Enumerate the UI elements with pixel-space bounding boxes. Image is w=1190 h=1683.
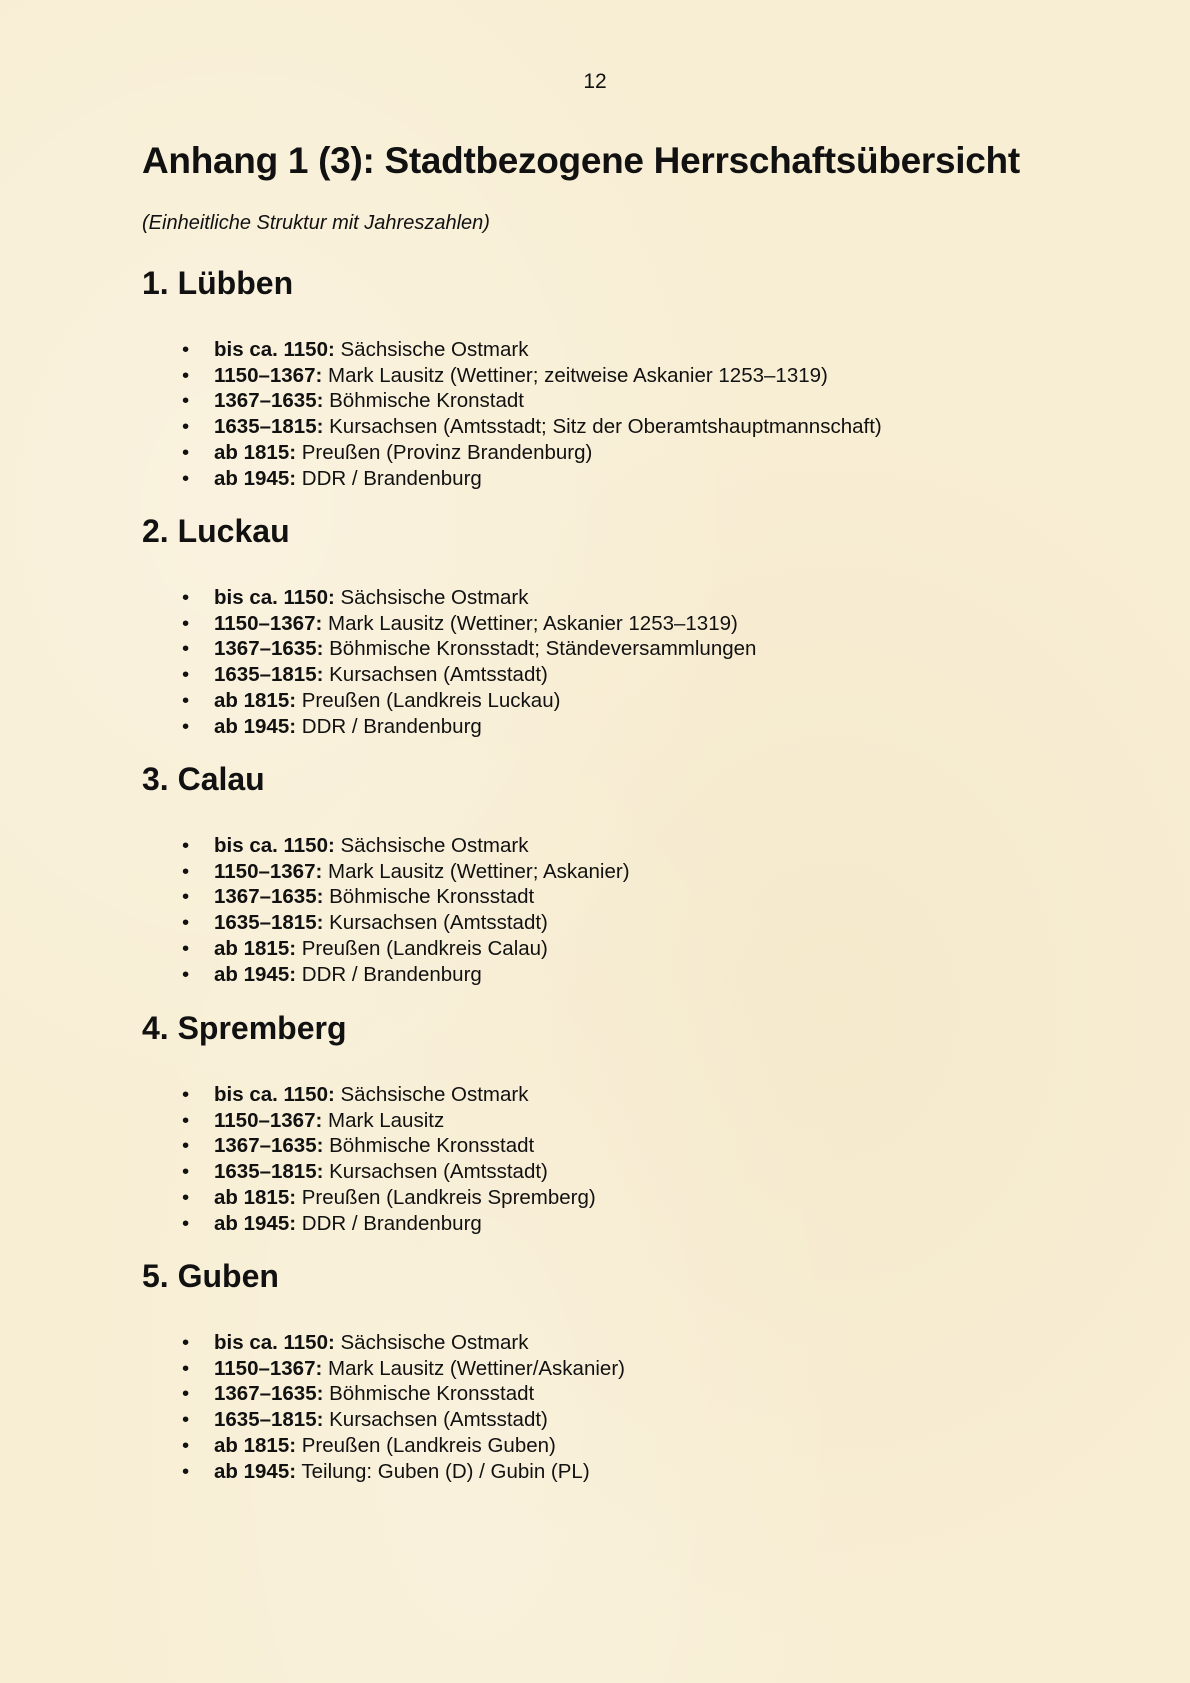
ruler-text: Böhmische Kronsstadt; Ständeversammlungen bbox=[323, 637, 757, 661]
bullet-icon: • bbox=[182, 1160, 190, 1184]
period-label: ab 1815: bbox=[214, 440, 297, 464]
list-item bbox=[142, 936, 630, 962]
list-item bbox=[142, 414, 882, 440]
timeline-list bbox=[142, 833, 630, 987]
bullet-icon: • bbox=[182, 1382, 190, 1406]
ruler-text: Sächsische Ostmark bbox=[334, 834, 529, 857]
section-heading: 2. Luckau bbox=[142, 513, 290, 549]
ruler-text: Mark Lausitz (Wettiner/Askanier) bbox=[322, 1356, 625, 1380]
bullet-icon: • bbox=[182, 688, 190, 712]
ruler-text: DDR / Brandenburg bbox=[296, 962, 482, 986]
period-label: 1367–1635: bbox=[214, 885, 324, 909]
bullet-icon: • bbox=[182, 1185, 190, 1209]
list-item bbox=[142, 585, 756, 611]
ruler-text: Kursachsen (Amtsstadt) bbox=[323, 911, 548, 935]
bullet-icon: • bbox=[182, 859, 190, 883]
list-item bbox=[142, 962, 630, 988]
bullet-icon: • bbox=[182, 663, 190, 687]
period-label: 1150–1367: bbox=[214, 363, 323, 387]
ruler-text: Böhmische Kronsstadt bbox=[323, 885, 535, 909]
timeline-list bbox=[142, 337, 882, 491]
period-label: ab 1945: bbox=[214, 714, 297, 738]
list-item bbox=[142, 884, 630, 910]
period-label: ab 1815: bbox=[214, 688, 297, 712]
ruler-text: Mark Lausitz (Wettiner; Askanier 1253–1319) bbox=[322, 611, 738, 635]
period-label: ab 1815: bbox=[214, 1433, 297, 1457]
ruler-text: Kursachsen (Amtsstadt) bbox=[323, 1408, 548, 1432]
ruler-text: Kursachsen (Amtsstadt) bbox=[323, 663, 548, 687]
section-1 bbox=[142, 265, 882, 491]
period-label: 1367–1635: bbox=[214, 389, 324, 413]
list-item bbox=[142, 466, 882, 492]
period-label: bis ca. 1150: bbox=[214, 1331, 335, 1354]
bullet-icon: • bbox=[182, 1211, 190, 1235]
bullet-icon: • bbox=[182, 1408, 190, 1432]
ruler-text: Preußen (Provinz Brandenburg) bbox=[296, 440, 593, 464]
bullet-icon: • bbox=[182, 466, 190, 490]
ruler-text: Preußen (Landkreis Spremberg) bbox=[296, 1185, 596, 1209]
ruler-text: Sächsische Ostmark bbox=[334, 1331, 529, 1354]
period-label: 1635–1815: bbox=[214, 911, 324, 935]
subtitle: (Einheitliche Struktur mit Jahreszahlen) bbox=[142, 212, 490, 234]
period-label: bis ca. 1150: bbox=[214, 834, 335, 857]
bullet-icon: • bbox=[182, 1108, 190, 1132]
ruler-text: Mark Lausitz (Wettiner; Askanier) bbox=[322, 859, 630, 883]
bullet-icon: • bbox=[182, 637, 190, 661]
list-item bbox=[142, 1133, 596, 1159]
list-item bbox=[142, 1433, 625, 1459]
period-label: 1635–1815: bbox=[214, 415, 324, 439]
list-item bbox=[142, 859, 630, 885]
bullet-icon: • bbox=[182, 1331, 190, 1354]
ruler-text: Mark Lausitz bbox=[322, 1108, 445, 1132]
list-item bbox=[142, 1407, 625, 1433]
bullet-icon: • bbox=[182, 440, 190, 464]
bullet-icon: • bbox=[182, 389, 190, 413]
bullet-icon: • bbox=[182, 911, 190, 935]
ruler-text: DDR / Brandenburg bbox=[296, 466, 482, 490]
ruler-text: DDR / Brandenburg bbox=[296, 714, 482, 738]
period-label: ab 1945: bbox=[214, 1211, 297, 1235]
page-title: Anhang 1 (3): Stadtbezogene Herrschaftsübersicht bbox=[142, 140, 1020, 181]
list-item bbox=[142, 363, 882, 389]
bullet-icon: • bbox=[182, 363, 190, 387]
period-label: ab 1815: bbox=[214, 936, 297, 960]
list-item bbox=[142, 833, 630, 859]
period-label: bis ca. 1150: bbox=[214, 1083, 335, 1106]
ruler-text: Böhmische Kronstadt bbox=[323, 389, 524, 413]
section-2 bbox=[142, 513, 756, 739]
period-label: 1150–1367: bbox=[214, 859, 323, 883]
list-item bbox=[142, 1159, 596, 1185]
list-item bbox=[142, 636, 756, 662]
timeline-list bbox=[142, 585, 756, 739]
period-label: 1367–1635: bbox=[214, 1134, 324, 1158]
ruler-text: Preußen (Landkreis Calau) bbox=[296, 936, 548, 960]
bullet-icon: • bbox=[182, 415, 190, 439]
ruler-text: Böhmische Kronsstadt bbox=[323, 1382, 535, 1406]
list-item bbox=[142, 611, 756, 637]
period-label: ab 1815: bbox=[214, 1185, 297, 1209]
timeline-list bbox=[142, 1330, 625, 1484]
period-label: 1635–1815: bbox=[214, 663, 324, 687]
ruler-text: Kursachsen (Amtsstadt) bbox=[323, 1160, 548, 1184]
ruler-text: Teilung: Guben (D) / Gubin (PL) bbox=[296, 1459, 590, 1483]
period-label: 1635–1815: bbox=[214, 1408, 324, 1432]
bullet-icon: • bbox=[182, 962, 190, 986]
list-item bbox=[142, 1185, 596, 1211]
period-label: 1150–1367: bbox=[214, 1108, 323, 1132]
list-item bbox=[142, 910, 630, 936]
period-label: 1150–1367: bbox=[214, 611, 323, 635]
list-item bbox=[142, 1330, 625, 1356]
list-item bbox=[142, 1381, 625, 1407]
ruler-text: Preußen (Landkreis Guben) bbox=[296, 1433, 556, 1457]
section-heading: 5. Guben bbox=[142, 1258, 279, 1294]
timeline-list bbox=[142, 1082, 596, 1236]
bullet-icon: • bbox=[182, 338, 190, 361]
bullet-icon: • bbox=[182, 1083, 190, 1106]
list-item bbox=[142, 1211, 596, 1237]
ruler-text: Mark Lausitz (Wettiner; zeitweise Askanier 1253–1319) bbox=[322, 363, 828, 387]
list-item bbox=[142, 662, 756, 688]
ruler-text: Böhmische Kronsstadt bbox=[323, 1134, 535, 1158]
bullet-icon: • bbox=[182, 936, 190, 960]
list-item bbox=[142, 388, 882, 414]
bullet-icon: • bbox=[182, 834, 190, 857]
section-5 bbox=[142, 1258, 625, 1484]
ruler-text: Sächsische Ostmark bbox=[334, 338, 529, 361]
period-label: 1635–1815: bbox=[214, 1160, 324, 1184]
period-label: ab 1945: bbox=[214, 962, 297, 986]
list-item bbox=[142, 1356, 625, 1382]
bullet-icon: • bbox=[182, 1433, 190, 1457]
list-item bbox=[142, 1082, 596, 1108]
section-heading: 4. Spremberg bbox=[142, 1010, 347, 1046]
ruler-text: Sächsische Ostmark bbox=[334, 1083, 529, 1106]
section-3 bbox=[142, 761, 630, 987]
list-item bbox=[142, 337, 882, 363]
bullet-icon: • bbox=[182, 885, 190, 909]
bullet-icon: • bbox=[182, 611, 190, 635]
bullet-icon: • bbox=[182, 586, 190, 609]
period-label: ab 1945: bbox=[214, 1459, 297, 1483]
bullet-icon: • bbox=[182, 1356, 190, 1380]
period-label: ab 1945: bbox=[214, 466, 297, 490]
list-item bbox=[142, 714, 756, 740]
ruler-text: Preußen (Landkreis Luckau) bbox=[296, 688, 561, 712]
ruler-text: Kursachsen (Amtsstadt; Sitz der Oberamtshauptmannschaft) bbox=[323, 415, 882, 439]
bullet-icon: • bbox=[182, 1459, 190, 1483]
bullet-icon: • bbox=[182, 1134, 190, 1158]
bullet-icon: • bbox=[182, 714, 190, 738]
section-heading: 1. Lübben bbox=[142, 265, 294, 301]
section-heading: 3. Calau bbox=[142, 761, 265, 797]
period-label: bis ca. 1150: bbox=[214, 586, 335, 609]
list-item bbox=[142, 440, 882, 466]
period-label: 1367–1635: bbox=[214, 637, 324, 661]
list-item bbox=[142, 688, 756, 714]
period-label: 1150–1367: bbox=[214, 1356, 323, 1380]
ruler-text: DDR / Brandenburg bbox=[296, 1211, 482, 1235]
period-label: 1367–1635: bbox=[214, 1382, 324, 1406]
section-4 bbox=[142, 1010, 596, 1236]
list-item bbox=[142, 1459, 625, 1485]
period-label: bis ca. 1150: bbox=[214, 338, 335, 361]
ruler-text: Sächsische Ostmark bbox=[334, 586, 529, 609]
list-item bbox=[142, 1108, 596, 1134]
page-number: 12 bbox=[583, 70, 607, 93]
